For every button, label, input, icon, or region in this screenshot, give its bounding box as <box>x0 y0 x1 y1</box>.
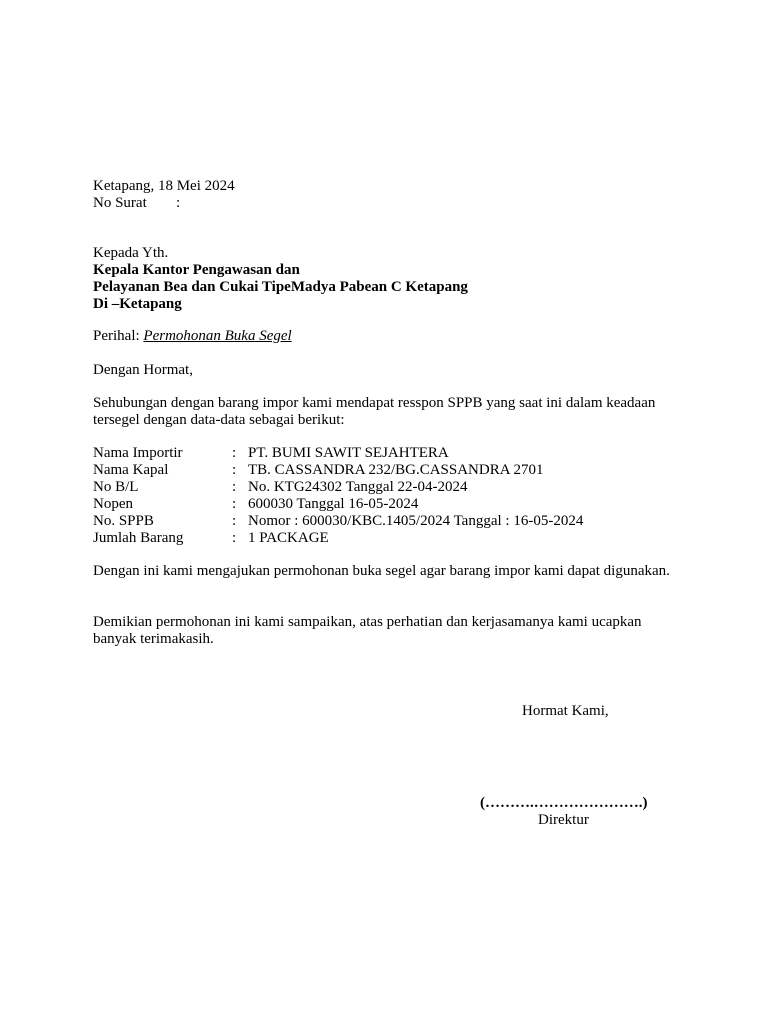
detail-label: No B/L <box>93 479 139 495</box>
detail-row <box>93 462 583 479</box>
recipient-greeting: Kepada Yth. <box>93 245 169 261</box>
detail-colon: : <box>232 513 237 529</box>
place-date: Ketapang, 18 Mei 2024 <box>93 178 235 194</box>
request-paragraph: Dengan ini kami mengajukan permohonan buka segel agar barang impor kami dapat digunakan. <box>93 563 670 579</box>
detail-colon: : <box>232 462 237 478</box>
detail-label: Nama Kapal <box>93 462 169 478</box>
detail-colon: : <box>232 479 237 495</box>
letter-header <box>93 178 235 212</box>
no-surat-row <box>93 195 235 212</box>
detail-label: Nopen <box>93 496 133 512</box>
detail-value: No. KTG24302 Tanggal 22-04-2024 <box>248 479 468 495</box>
intro-paragraph: Sehubungan dengan barang impor kami mendapat resspon SPPB yang saat ini dalam keadaan tersegel dengan data-data sebagai berikut: <box>93 395 656 428</box>
recipient-line-2: Pelayanan Bea dan Cukai TipeMadya Pabean C Ketapang <box>93 279 468 295</box>
detail-label: No. SPPB <box>93 513 154 529</box>
detail-value: PT. BUMI SAWIT SEJAHTERA <box>248 445 449 461</box>
detail-value: TB. CASSANDRA 232/BG.CASSANDRA 2701 <box>248 462 544 478</box>
closing-paragraph: Demikian permohonan ini kami sampaikan, atas perhatian dan kerjasamanya kami ucapkan banyak terimakasih. <box>93 614 642 647</box>
no-surat-label: No Surat <box>93 195 147 211</box>
detail-label: Jumlah Barang <box>93 530 184 546</box>
details-table <box>93 445 583 547</box>
signatory-title: Direktur <box>538 812 589 828</box>
detail-value: 1 PACKAGE <box>248 530 329 546</box>
recipient-block <box>93 245 468 313</box>
detail-colon: : <box>232 445 237 461</box>
detail-colon: : <box>232 530 237 546</box>
recipient-line-3: Di –Ketapang <box>93 296 182 312</box>
salutation: Dengan Hormat, <box>93 362 193 378</box>
detail-row <box>93 496 583 513</box>
detail-value: 600030 Tanggal 16-05-2024 <box>248 496 419 512</box>
detail-row <box>93 445 583 462</box>
detail-value: Nomor : 600030/KBC.1405/2024 Tanggal : 16-05-2024 <box>248 513 584 529</box>
detail-row <box>93 530 583 547</box>
subject-value: Permohonan Buka Segel <box>143 328 292 344</box>
closing-salutation: Hormat Kami, <box>522 703 609 719</box>
no-surat-colon: : <box>176 195 181 211</box>
signature-line: (……….………………….) <box>480 795 648 811</box>
detail-row <box>93 479 583 496</box>
detail-colon: : <box>232 496 237 512</box>
subject-label: Perihal: <box>93 328 144 344</box>
detail-row <box>93 513 583 530</box>
subject-line <box>93 328 292 345</box>
detail-label: Nama Importir <box>93 445 183 461</box>
recipient-line-1: Kepala Kantor Pengawasan dan <box>93 262 300 278</box>
